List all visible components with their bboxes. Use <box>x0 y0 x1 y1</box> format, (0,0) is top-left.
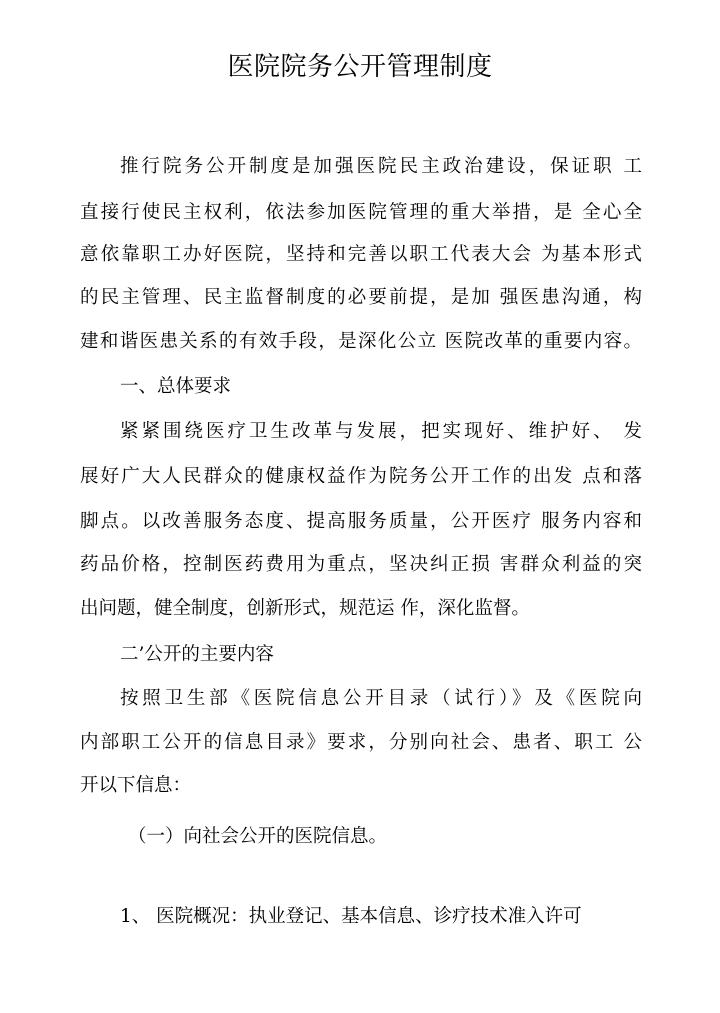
paragraph-line: 药品价格，控制医药费用为重点，坚决纠正损 害群众利益的突 <box>80 554 642 575</box>
paragraph-line: 出问题，健全制度，创新形式，规范运 作，深化监督。 <box>80 598 530 619</box>
paragraph-line: 直接行使民主权利，依法参加医院管理的重大举措，是 全心全 <box>80 202 642 223</box>
list-item: 1、 医院概况：执业登记、基本信息、诊疗技术准入许可 <box>120 906 582 927</box>
paragraph-line: 开以下信息： <box>80 775 192 796</box>
paragraph-line: 内部职工公开的信息目录》要求，分别向社会、患者、职工 公 <box>80 732 642 753</box>
paragraph-line: 脚点。以改善服务态度、提高服务质量，公开医疗 服务内容和 <box>80 511 642 532</box>
paragraph-line: 按照卫生部《医院信息公开目录（试行）》及《医院向 <box>120 688 642 709</box>
paragraph-line: 建和谐医患关系的有效手段，是深化公立 医院改革的重要内容。 <box>80 331 642 352</box>
paragraph-line: 展好广大人民群众的健康权益作为院务公开工作的出发 点和落 <box>80 466 642 487</box>
section-heading: 二’公开的主要内容 <box>120 644 274 665</box>
document-title: 医院院务公开管理制度 <box>227 52 493 82</box>
section-heading: 一、总体要求 <box>120 376 232 397</box>
subsection-heading: （一）向社会公开的医院信息。 <box>128 826 388 847</box>
paragraph-line: 意依靠职工办好医院，坚持和完善以职工代表大会 为基本形式 <box>80 244 642 265</box>
paragraph-line: 推行院务公开制度是加强医院民主政治建设，保证职 工 <box>120 156 642 177</box>
paragraph-line: 紧紧围绕医疗卫生改革与发展，把实现好、维护好、 发 <box>120 421 642 442</box>
paragraph-line: 的民主管理、民主监督制度的必要前提，是加 强医患沟通，构 <box>80 287 642 308</box>
